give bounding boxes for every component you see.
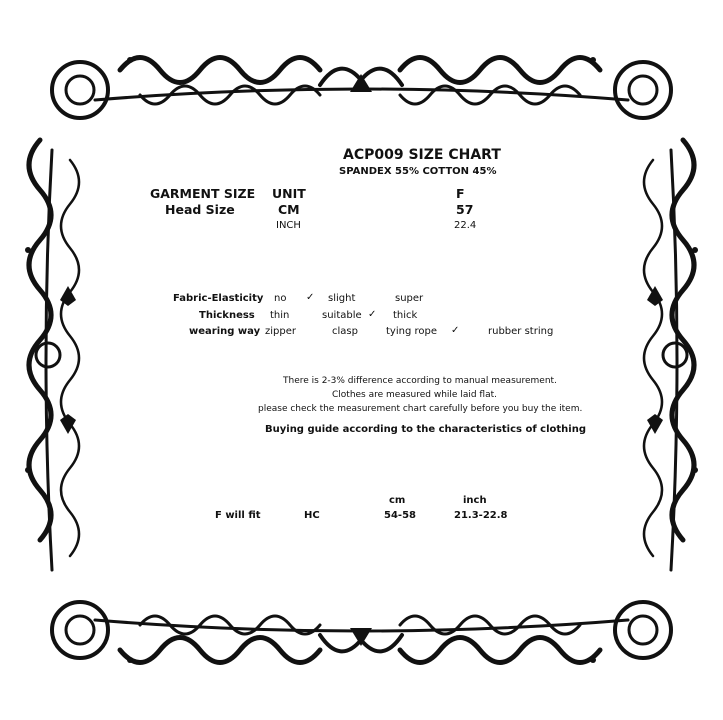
- size-table-header-label: GARMENT SIZE: [150, 186, 256, 201]
- property-label-elasticity: Fabric-Elasticity: [173, 293, 264, 304]
- size-table-header-unit: UNIT: [272, 186, 306, 201]
- option-thick: thick: [393, 310, 418, 321]
- option-zipper: zipper: [265, 326, 296, 337]
- note-line: please check the measurement chart carefully before you buy the item.: [258, 404, 583, 414]
- option-suitable: suitable: [322, 310, 362, 321]
- buying-guide-title: Buying guide according to the characteristics of clothing: [265, 424, 586, 435]
- fit-table-row-label: F will fit: [215, 510, 261, 521]
- page-title: ACP009 SIZE CHART: [343, 147, 501, 163]
- property-label-wearing-way: wearing way: [189, 326, 261, 337]
- fit-table-header-cm: cm: [389, 495, 406, 506]
- fit-table-row-cm: 54-58: [384, 510, 416, 521]
- check-mark: ✓: [451, 325, 460, 336]
- fit-table-header-inch: inch: [463, 495, 487, 506]
- option-thin: thin: [270, 310, 290, 321]
- size-table-row-unit: CM: [278, 202, 300, 217]
- fit-table-row-inch: 21.3-22.8: [454, 510, 508, 521]
- option-clasp: clasp: [332, 326, 358, 337]
- material-composition: SPANDEX 55% COTTON 45%: [339, 166, 497, 177]
- size-table-row-value: 22.4: [454, 220, 477, 231]
- size-table-row-unit: INCH: [276, 220, 301, 231]
- option-super: super: [395, 293, 424, 304]
- size-table-row-value: 57: [456, 202, 474, 217]
- fit-table-row-code: HC: [304, 510, 320, 521]
- note-line: There is 2-3% difference according to manual measurement.: [283, 376, 557, 386]
- option-rubber-string: rubber string: [488, 326, 554, 337]
- option-slight: slight: [328, 293, 356, 304]
- option-no: no: [274, 293, 287, 304]
- size-table-row-label: Head Size: [165, 202, 235, 217]
- check-mark: ✓: [368, 309, 377, 320]
- note-line: Clothes are measured while laid flat.: [332, 390, 497, 400]
- size-table-header-size: F: [456, 186, 465, 201]
- check-mark: ✓: [306, 292, 315, 303]
- option-tying-rope: tying rope: [386, 326, 437, 337]
- property-label-thickness: Thickness: [199, 310, 255, 321]
